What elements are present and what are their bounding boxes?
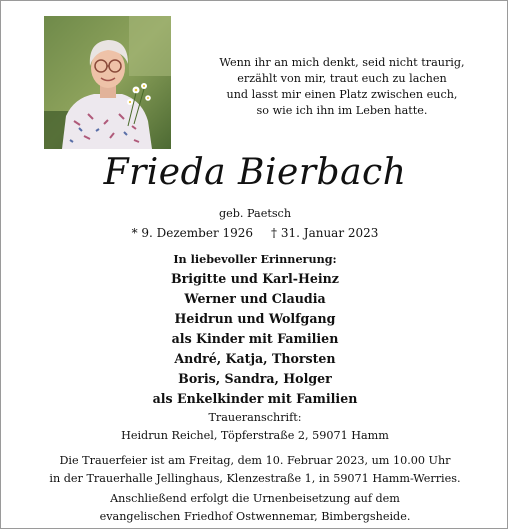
- life-dates: [1, 226, 508, 240]
- address: Heidrun Reichel, Töpferstraße 2, 59071 Hamm: [121, 429, 389, 442]
- mourner-line: André, Katja, Thorsten: [174, 351, 336, 366]
- mourner-line: Heidrun und Wolfgang: [174, 311, 336, 326]
- deceased-name: Frieda Bierbach: [103, 152, 407, 193]
- portrait-photo: [44, 16, 171, 149]
- ceremony-line: Die Trauerfeier ist am Freitag, dem 10. Februar 2023, um 10.00 Uhr: [59, 454, 451, 467]
- birth-name: geb. Paetsch: [218, 207, 292, 220]
- memory-heading: In liebevoller Erinnerung:: [173, 252, 337, 266]
- poem-line: und lasst mir einen Platz zwischen euch,: [226, 88, 458, 101]
- address-label: Traueranschrift:: [208, 411, 302, 424]
- mourner-line: als Kinder mit Familien: [171, 331, 339, 346]
- mourner-line: als Enkelkinder mit Familien: [152, 391, 358, 406]
- birth-date: * 9. Dezember 1926: [131, 226, 254, 240]
- mourner-line: Boris, Sandra, Holger: [178, 371, 332, 386]
- poem-line: Wenn ihr an mich denkt, seid nicht traurig,: [219, 56, 465, 69]
- ceremony-line: in der Trauerhalle Jellinghaus, Klenzestraße 1, in 59071 Hamm-Werries.: [49, 472, 461, 485]
- burial-line: Anschließend erfolgt die Urnenbeisetzung auf dem: [110, 492, 400, 505]
- burial-line: evangelischen Friedhof Ostwennemar, Bimbergsheide.: [99, 510, 411, 523]
- mourner-line: Werner und Claudia: [184, 291, 326, 306]
- death-date: † 31. Januar 2023: [271, 226, 379, 240]
- poem-line: erzählt von mir, traut euch zu lachen: [237, 72, 447, 85]
- poem-verse: [197, 55, 487, 119]
- poem-line: so wie ich ihn im Leben hatte.: [256, 104, 428, 117]
- mourner-line: Brigitte und Karl-Heinz: [171, 271, 339, 286]
